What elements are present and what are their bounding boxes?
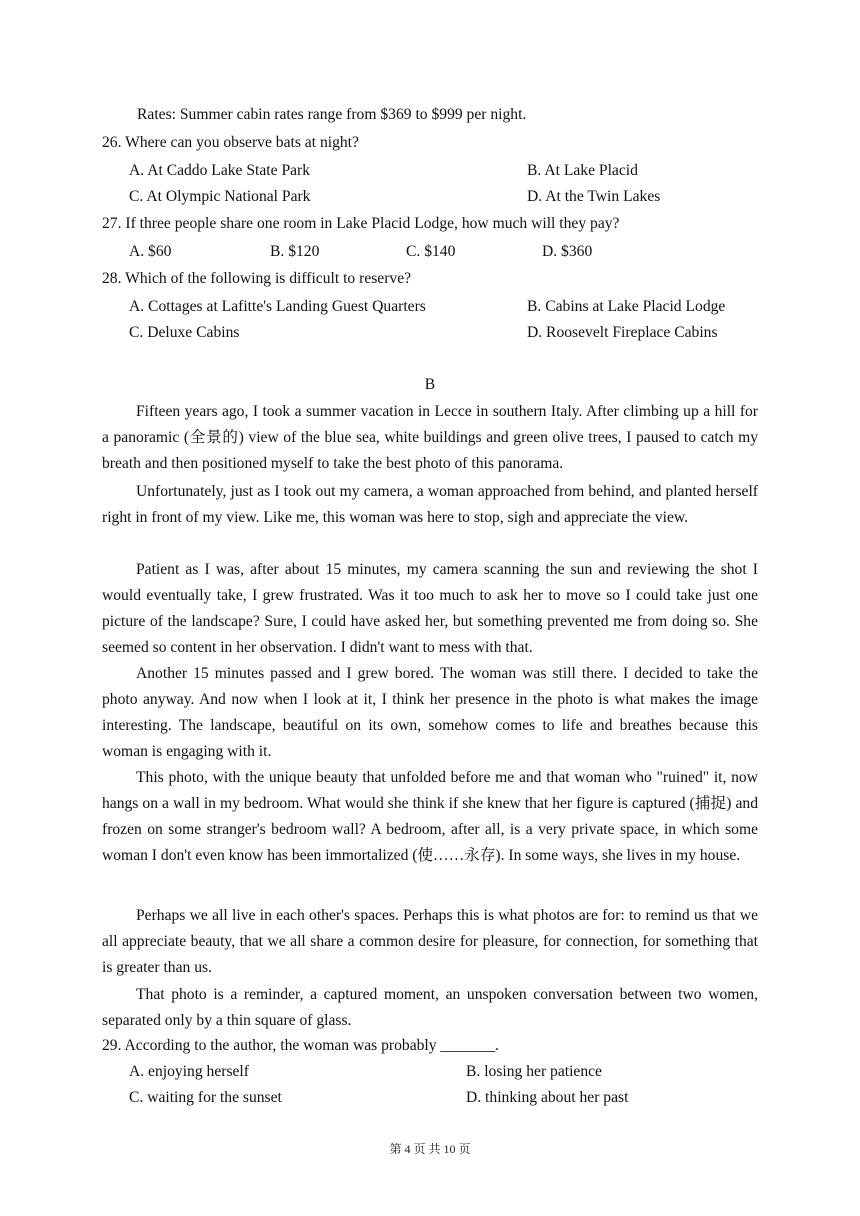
- question-27-option-c: C. $140: [406, 243, 456, 260]
- page-number-footer: 第 4 页 共 10 页: [389, 1142, 471, 1156]
- passage-paragraph-7: That photo is a reminder, a captured moment, an unspoken conversation between two women, separated only by a thin square of glass.: [102, 986, 758, 1029]
- question-28-stem: 28. Which of the following is difficult to reserve?: [102, 270, 412, 287]
- question-26-option-d: D. At the Twin Lakes: [527, 188, 661, 205]
- passage-paragraph-1: Fifteen years ago, I took a summer vacation in Lecce in southern Italy. After climbing up a hill for a panoramic (全景的) view of the blue sea, white buildings and green olive trees, I paused to catch my breath and then positioned myself to take the best photo of this panorama.: [102, 403, 758, 472]
- passage-paragraph-6: Perhaps we all live in each other's spaces. Perhaps this is what photos are for: to remind us that we all appreciate beauty, that we all share a common desire for pleasure, for connection, for something that is greater than us.: [102, 907, 758, 976]
- question-26-stem: 26. Where can you observe bats at night?: [102, 134, 359, 151]
- question-29-stem: 29. According to the author, the woman was probably _______.: [102, 1037, 499, 1054]
- question-28-option-c: C. Deluxe Cabins: [129, 324, 240, 341]
- question-29-option-a: A. enjoying herself: [129, 1063, 249, 1080]
- question-28-option-d: D. Roosevelt Fireplace Cabins: [527, 324, 718, 341]
- passage-paragraph-5: This photo, with the unique beauty that unfolded before me and that woman who "ruined" it, now hangs on a wall in my bedroom. What would she think if she knew that her figure is captured (捕捉) and frozen on some stranger's bedroom wall? A bedroom, after all, is a very private space, in which some woman I don't even know has been immortalized (使……永存). In some ways, she lives in my house.: [102, 769, 758, 864]
- question-28-option-b: B. Cabins at Lake Placid Lodge: [527, 298, 726, 315]
- passage-paragraph-2: Unfortunately, just as I took out my camera, a woman approached from behind, and planted herself right in front of my view. Like me, this woman was here to stop, sigh and appreciate the view.: [102, 483, 758, 526]
- question-29-option-b: B. losing her patience: [466, 1063, 602, 1080]
- question-26-option-b: B. At Lake Placid: [527, 162, 638, 179]
- question-28-option-a: A. Cottages at Lafitte's Landing Guest Quarters: [129, 298, 426, 315]
- question-29-option-d: D. thinking about her past: [466, 1089, 629, 1106]
- question-29-option-c: C. waiting for the sunset: [129, 1089, 282, 1106]
- question-26-option-a: A. At Caddo Lake State Park: [129, 162, 311, 179]
- passage-paragraph-3: Patient as I was, after about 15 minutes, my camera scanning the sun and reviewing the shot I would eventually take, I grew frustrated. Was it too much to ask her to move so I could take just one picture of the landscape? Sure, I could have asked her, but something prevented me from doing so. She seemed so content in her observation. I didn't want to mess with that.: [102, 561, 758, 656]
- passage-paragraph-4: Another 15 minutes passed and I grew bored. The woman was still there. I decided to take the photo anyway. And now when I look at it, I think her presence in the photo is what makes the image interesting. The landscape, beautiful on its own, somehow comes to life and breathes because this woman is engaging with it.: [102, 665, 758, 760]
- rates-line: Rates: Summer cabin rates range from $369 to $999 per night.: [137, 106, 527, 123]
- question-27-option-b: B. $120: [270, 243, 320, 260]
- section-heading: B: [424, 376, 436, 393]
- question-27-option-a: A. $60: [129, 243, 172, 260]
- question-26-option-c: C. At Olympic National Park: [129, 188, 311, 205]
- question-27-stem: 27. If three people share one room in Lake Placid Lodge, how much will they pay?: [102, 215, 620, 232]
- question-27-option-d: D. $360: [542, 243, 593, 260]
